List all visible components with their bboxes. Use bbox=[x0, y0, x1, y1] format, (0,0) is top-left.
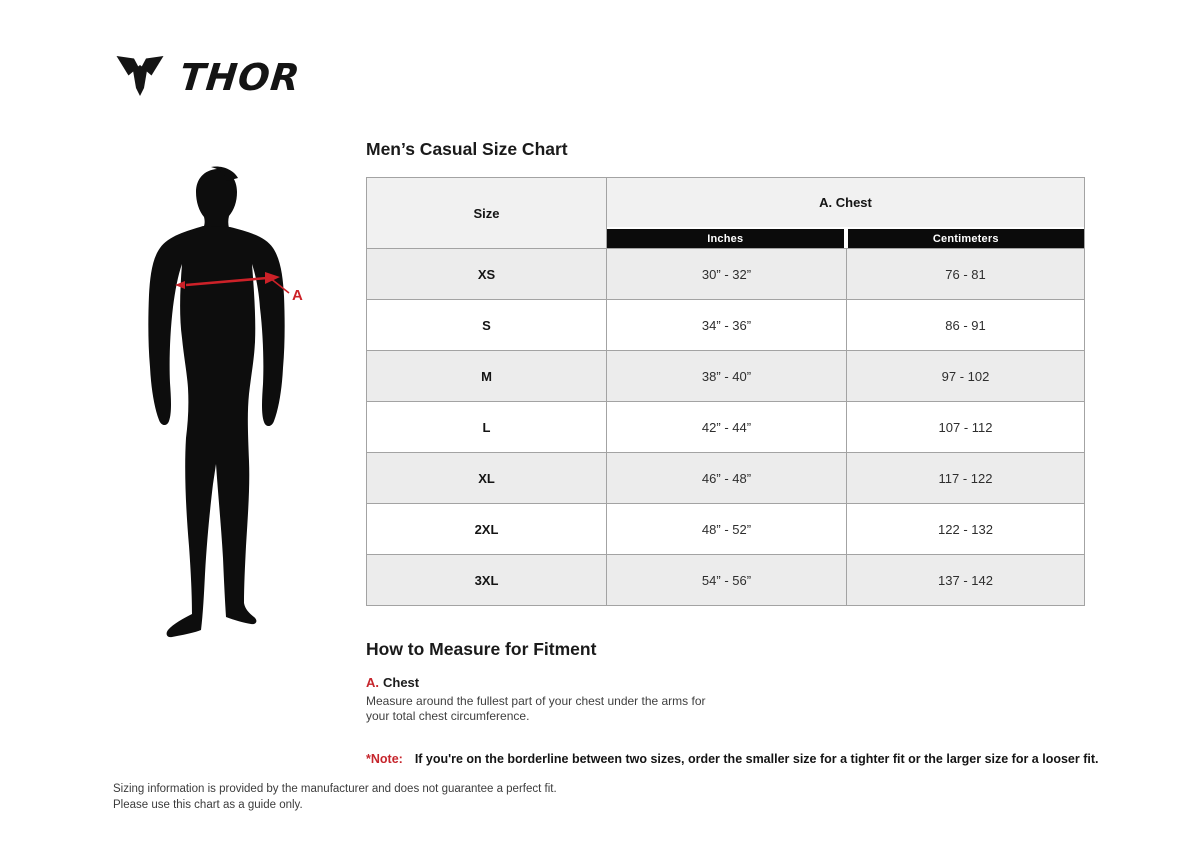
size-cell: L bbox=[367, 402, 607, 452]
table-header bbox=[367, 178, 1084, 248]
male-silhouette-graphic bbox=[141, 166, 313, 646]
size-cell: M bbox=[367, 351, 607, 401]
table-row bbox=[367, 452, 1084, 503]
centimeters-cell: 137 - 142 bbox=[938, 572, 993, 588]
inches-cell: 38” - 40” bbox=[607, 351, 847, 401]
brand-logo bbox=[112, 52, 303, 102]
centimeters-cell: 117 - 122 bbox=[938, 470, 993, 486]
disclaimer bbox=[113, 782, 557, 813]
table-row bbox=[367, 350, 1084, 401]
inches-cell: 54” - 56” bbox=[607, 555, 847, 605]
sizing-note bbox=[366, 752, 1099, 766]
note-label: *Note: bbox=[366, 752, 403, 766]
inches-cell: 42” - 44” bbox=[607, 402, 847, 452]
table-row bbox=[367, 503, 1084, 554]
note-text: If you're on the borderline between two sizes, order the smaller size for a tighter fit or the larger size for a looser fit. bbox=[414, 752, 1099, 766]
brand-wordmark: THOR bbox=[177, 55, 303, 99]
inches-subheader: Inches bbox=[607, 229, 844, 248]
centimeters-cell: 76 - 81 bbox=[945, 266, 986, 282]
size-cell: 2XL bbox=[367, 504, 607, 554]
measure-item-description: Measure around the fullest part of your chest under the arms for your total chest circumference. bbox=[366, 694, 706, 723]
centimeters-cell: 107 - 112 bbox=[938, 419, 993, 435]
centimeters-cell: 97 - 102 bbox=[941, 368, 990, 384]
inches-cell: 34” - 36” bbox=[607, 300, 847, 350]
centimeters-cell: 86 - 91 bbox=[945, 317, 986, 333]
measure-item-letter: A. bbox=[366, 675, 379, 690]
inches-cell: 30” - 32” bbox=[607, 249, 847, 299]
size-cell: 3XL bbox=[367, 555, 607, 605]
measure-item-name: Chest bbox=[383, 675, 420, 690]
table-body bbox=[367, 248, 1084, 605]
measure-section-title: How to Measure for Fitment bbox=[366, 639, 597, 659]
table-row bbox=[367, 299, 1084, 350]
size-chart-title: Men’s Casual Size Chart bbox=[366, 139, 568, 159]
thor-horns-icon bbox=[112, 52, 168, 102]
inches-cell: 48” - 52” bbox=[607, 504, 847, 554]
table-row bbox=[367, 554, 1084, 605]
measure-item-chest bbox=[366, 675, 419, 690]
table-row bbox=[367, 248, 1084, 299]
size-column-header: Size bbox=[367, 178, 607, 248]
chest-marker-label: A bbox=[292, 287, 303, 304]
size-cell: XL bbox=[367, 453, 607, 503]
disclaimer-line-2: Please use this chart as a guide only. bbox=[113, 798, 303, 811]
table-row bbox=[367, 401, 1084, 452]
chest-group-header: A. Chest bbox=[607, 178, 1084, 227]
size-cell: XS bbox=[367, 249, 607, 299]
measurement-figure bbox=[141, 166, 313, 646]
inches-cell: 46” - 48” bbox=[607, 453, 847, 503]
disclaimer-line-1: Sizing information is provided by the manufacturer and does not guarantee a perfect fit. bbox=[113, 783, 557, 795]
centimeters-cell: 122 - 132 bbox=[938, 521, 993, 537]
size-chart-table bbox=[366, 177, 1085, 606]
centimeters-subheader: Centimeters bbox=[848, 229, 1085, 248]
size-cell: S bbox=[367, 300, 607, 350]
